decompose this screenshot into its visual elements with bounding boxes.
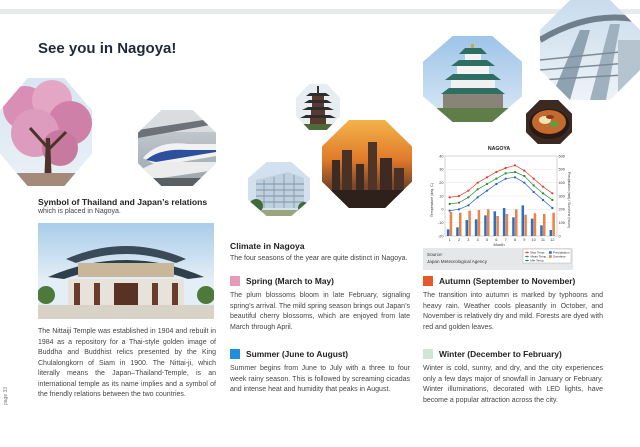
- chart-ytick-label: -20: [438, 234, 444, 239]
- chart-bar-sunshine: [515, 209, 518, 236]
- chart-point: [486, 183, 488, 185]
- chart-bar-sunshine: [487, 209, 490, 236]
- chart-point: [449, 196, 451, 198]
- chart-ytick-label: 10: [439, 194, 444, 199]
- chart-xtick-label: 6: [495, 238, 498, 242]
- chart-ytick-right-label: 0: [558, 234, 561, 239]
- chart-xtick-label: 5: [485, 238, 489, 242]
- chart-bar-precipitation: [475, 219, 478, 236]
- chart-xlabel: Month: [493, 242, 505, 247]
- chart-point: [458, 202, 460, 204]
- station-architecture-photo: [540, 0, 640, 100]
- chart-bar-precipitation: [484, 215, 487, 236]
- nittaiji-temple-photo: [38, 223, 214, 319]
- temple-body: The Nittaiji Temple was established in 1904 and rebuilt in 1984 as a repository for a Thai-style golden image of Buddha and Buddhist relics presented by the King Chulalongkorn of Siam in 1900. The Nittai-ji, which literally means the Japan–Thailand-Temple, is an international temple as its name implies and a symbol of the friendly relations between the two countries.: [38, 328, 216, 398]
- chart-point: [505, 172, 507, 174]
- chart-point: [523, 182, 525, 184]
- chart-ytick-right-label: 400: [558, 181, 565, 186]
- temple-subheading: which is placed in Nagoya.: [38, 208, 121, 215]
- summer-color-swatch: [230, 349, 240, 359]
- chart-bar-sunshine: [450, 212, 453, 236]
- cherry-blossom-photo: [0, 78, 92, 186]
- climate-heading: Climate in Nagoya: [230, 241, 305, 251]
- chart-xtick-label: 8: [513, 238, 517, 242]
- nagoya-castle-photo: [423, 36, 522, 122]
- spring-title: Spring (March to May): [246, 276, 334, 286]
- chart-ytick-label: -10: [438, 221, 444, 226]
- chart-xtick-label: 2: [457, 238, 461, 242]
- chart-point: [486, 176, 488, 178]
- spring-body: The plum blossoms bloom in late February, signaling spring’s arrival. The mild spring season brings out Japan’s beautiful cherry blossoms, which are enjoyed from late March through April.: [230, 292, 410, 331]
- chart-ytick-label: 40: [439, 154, 444, 159]
- winter-title: Winter (December to February): [439, 349, 562, 359]
- autumn-color-swatch: [423, 276, 433, 286]
- chart-legend-marker: [526, 260, 528, 262]
- chart-point: [495, 183, 497, 185]
- chart-bar-precipitation: [550, 230, 553, 236]
- summer-body: Summer begins from June to July with a three to four week rainy season. This is followed by screaming cicadas and intense heat and humidity that peaks in August.: [230, 365, 410, 393]
- chart-point: [449, 203, 451, 205]
- chart-point: [551, 199, 553, 201]
- chart-source-org: Japan Meteorological Agency: [427, 259, 488, 264]
- chart-point: [477, 188, 479, 190]
- autumn-title: Autumn (September to November): [439, 276, 576, 286]
- chart-bar-precipitation: [512, 217, 515, 236]
- chart-point: [551, 192, 553, 194]
- noodle-dish-photo: [526, 100, 572, 146]
- chart-point: [505, 167, 507, 169]
- chart-ytick-right-label: 500: [558, 167, 565, 172]
- chart-point: [542, 192, 544, 194]
- spring-color-swatch: [230, 276, 240, 286]
- chart-point: [542, 186, 544, 188]
- chart-point: [467, 196, 469, 198]
- spring-heading: [230, 276, 334, 286]
- chart-point: [477, 196, 479, 198]
- chart-bar-precipitation: [503, 208, 506, 236]
- chart-xtick-label: 12: [550, 238, 555, 242]
- winter-color-swatch: [423, 349, 433, 359]
- chart-ylabel-right: Precipitation (mm) / Sunshine (hours): [567, 171, 571, 229]
- chart-xtick-label: 9: [523, 238, 526, 242]
- chart-point: [533, 178, 535, 180]
- chart-legend-label: Mean Temp.: [530, 254, 547, 259]
- chart-legend-marker: [526, 252, 528, 254]
- chart-legend-label: Max Temp.: [530, 250, 546, 255]
- chart-point: [458, 195, 460, 197]
- temple-heading: Symbol of Thailand and Japan’s relations: [38, 197, 208, 207]
- climate-subheading: The four seasons of the year are quite distinct in Nagoya.: [230, 255, 408, 262]
- chart-bar-sunshine: [496, 216, 499, 236]
- chart-point: [533, 191, 535, 193]
- chart-legend-bar-swatch: [549, 255, 552, 258]
- chart-ytick-right-label: 100: [558, 221, 565, 226]
- chart-point: [551, 207, 553, 209]
- chart-bar-sunshine: [534, 213, 537, 236]
- climate-chart-svg: [423, 144, 573, 270]
- chart-bar-precipitation: [494, 211, 497, 236]
- chart-bar-precipitation: [466, 220, 469, 236]
- page-number: page 33: [3, 386, 9, 405]
- chart-ytick-label: 30: [439, 167, 444, 172]
- chart-legend-bar-swatch: [549, 251, 552, 254]
- chart-legend-label: Min Temp.: [530, 258, 545, 263]
- chart-point: [533, 184, 535, 186]
- building-photo: [248, 162, 310, 216]
- chart-bar-sunshine: [506, 214, 509, 236]
- chart-bar-sunshine: [459, 213, 462, 236]
- chart-point: [523, 170, 525, 172]
- pagoda-photo: [296, 84, 340, 130]
- chart-point: [467, 190, 469, 192]
- chart-ylabel: Temperature (deg. C): [430, 182, 434, 218]
- winter-body: Winter is cold, sunny, and dry, and the city experiences only a few days major of snowfall in January or February. Winter illuminations, decorated with LED lights, have become a popular attraction across the city.: [423, 365, 603, 404]
- chart-point: [514, 171, 516, 173]
- chart-point: [523, 175, 525, 177]
- chart-point: [514, 176, 516, 178]
- climate-chart: [423, 144, 573, 270]
- chart-bar-sunshine: [468, 211, 471, 236]
- chart-point: [495, 171, 497, 173]
- chart-legend-marker: [526, 256, 528, 258]
- chart-xtick-label: 3: [467, 238, 470, 242]
- chart-bar-sunshine: [552, 213, 555, 236]
- autumn-heading: [423, 276, 575, 286]
- chart-title: NAGOYA: [487, 146, 511, 152]
- chart-ytick-label: 20: [439, 181, 444, 186]
- chart-point: [542, 199, 544, 201]
- page-title: See you in Nagoya!: [38, 40, 177, 57]
- chart-bar-precipitation: [522, 205, 525, 236]
- winter-heading: [423, 349, 562, 359]
- chart-point: [449, 210, 451, 212]
- chart-bar-precipitation: [447, 229, 450, 236]
- summer-title: Summer (June to August): [246, 349, 349, 359]
- chart-xtick-label: 10: [531, 238, 536, 242]
- chart-legend-label: Precipitation: [553, 250, 570, 255]
- chart-xtick-label: 11: [541, 238, 545, 242]
- chart-point: [467, 204, 469, 206]
- chart-bar-precipitation: [540, 225, 543, 236]
- chart-bar-precipitation: [456, 227, 459, 236]
- chart-point: [495, 178, 497, 180]
- chart-point: [458, 208, 460, 210]
- chart-point: [505, 178, 507, 180]
- chart-ytick-right-label: 600: [558, 154, 565, 159]
- chart-bar-precipitation: [531, 219, 534, 236]
- header-bar: [0, 9, 640, 14]
- chart-bar-sunshine: [478, 210, 481, 236]
- chart-source-label: Source:: [427, 252, 443, 257]
- chart-point: [477, 182, 479, 184]
- chart-legend-label: Sunshine: [553, 254, 566, 259]
- chart-point: [486, 190, 488, 192]
- shinkansen-photo: [138, 110, 216, 186]
- chart-bar-sunshine: [543, 214, 546, 236]
- summer-heading: [230, 349, 348, 359]
- chart-xtick-label: 4: [476, 238, 479, 242]
- chart-bar-sunshine: [524, 215, 527, 236]
- chart-point: [514, 164, 516, 166]
- chart-ytick-right-label: 300: [558, 194, 565, 199]
- city-sunset-photo: [322, 120, 412, 208]
- chart-ytick-right-label: 200: [558, 207, 565, 212]
- chart-xtick-label: 7: [504, 238, 507, 242]
- chart-ytick-label: 0: [441, 207, 444, 212]
- chart-xtick-label: 1: [448, 238, 451, 242]
- autumn-body: The transition into autumn is marked by typhoons and heavy rain. Weather cools pleasantly in October, and November is relatively dry and mild. Forests are dyed with red and golden leaves.: [423, 292, 603, 331]
